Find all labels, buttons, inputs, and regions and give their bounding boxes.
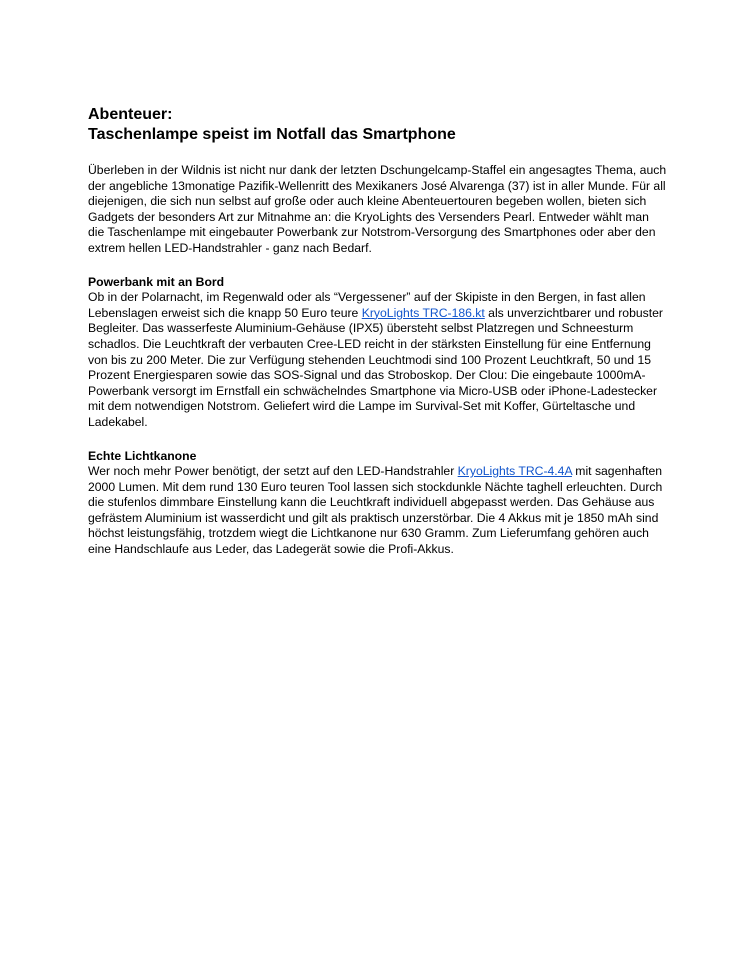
paragraph-text: als unverzichtbarer und robuster Begleiter. Das wasserfeste Aluminium-Gehäuse (IPX5) übersteht selbst Platzregen und Schneesturm schadlos. Die Leuchtkraft der verbauten Cree-LED reicht in der stärksten Einstellung für eine Entfernung von bis zu 200 Meter. Die zur Verfügung stehenden Leuchtmodi sind 100 Prozent Leuchtkraft, 50 und 15 Prozent Energiesparen sowie das SOS-Signal und das Stroboskop. Der Clou: Die eingebaute 1000mA-Powerbank versorgt im Ernstfall ein schwächelndes Smartphone via Micro-USB oder iPhone-Ladestecker mit dem notwendigen Notstrom. Geliefert wird die Lampe im Survival-Set mit Koffer, Gürteltasche und Ladekabel. <box>88 305 663 429</box>
paragraph-text: Wer noch mehr Power benötigt, der setzt auf den LED-Handstrahler <box>88 464 458 479</box>
section-heading-lichtkanone: Echte Lichtkanone <box>88 448 197 463</box>
intro-paragraph: Überleben in der Wildnis ist nicht nur dank der letzten Dschungelcamp-Staffel ein angesagtes Thema, auch der angebliche 13monatige Pazifik-Wellenritt des Mexikaners José Alvarenga (37) ist in aller Munde. Für all diejenigen, die sich nun selbst auf große oder auch kleine Abenteuertouren begeben wollen, bieten sich Gadgets der besonders Art zur Mitnahme an: die KryoLights des Versenders Pearl. Entweder wählt man die Taschenlampe mit eingebauter Powerbank zur Notstrom-Versorgung des Smartphones oder aber den extrem hellen LED-Handstrahler - ganz nach Bedarf. <box>88 163 667 255</box>
title-line-2: Taschenlampe speist im Notfall das Smartphone <box>88 126 456 143</box>
product-link-trc-186[interactable]: KryoLights TRC-186.kt <box>361 305 485 320</box>
document-page <box>88 105 668 558</box>
section-paragraph-powerbank <box>88 290 668 430</box>
product-link-trc-4-4a[interactable]: KryoLights TRC-4.4A <box>457 464 572 479</box>
paragraph-text: mit sagenhaften 2000 Lumen. Mit dem rund 130 Euro teuren Tool lassen sich stockdunkle Nächte taghell erleuchten. Durch die stufenlos dimmbare Einstellung kann die Leuchtkraft individuell abgepasst werden. Das Gehäuse aus gefrästem Aluminium ist wasserdicht und gilt als praktisch unzerstörbar. Die 4 Akkus mit je 1850 mAh sind höchst leistungsfähig, trotzdem wiegt die Lichtkanone nur 630 Gramm. Zum Lieferumfang gehören auch eine Handschlaufe aus Leder, das Ladegerät sowie die Profi-Akkus. <box>88 464 663 557</box>
section-lichtkanone <box>88 449 668 558</box>
paragraph-text: Ob in der Polarnacht, im Regenwald oder als “Vergessener” auf der Skipiste in den Bergen, in fast allen Lebenslagen erweist sich die knapp 50 Euro teure <box>88 290 646 320</box>
section-heading-powerbank: Powerbank mit an Bord <box>88 274 225 289</box>
article-title <box>88 105 668 145</box>
title-line-1: Abenteuer: <box>88 106 173 123</box>
section-paragraph-lichtkanone <box>88 464 668 558</box>
section-powerbank <box>88 275 668 431</box>
